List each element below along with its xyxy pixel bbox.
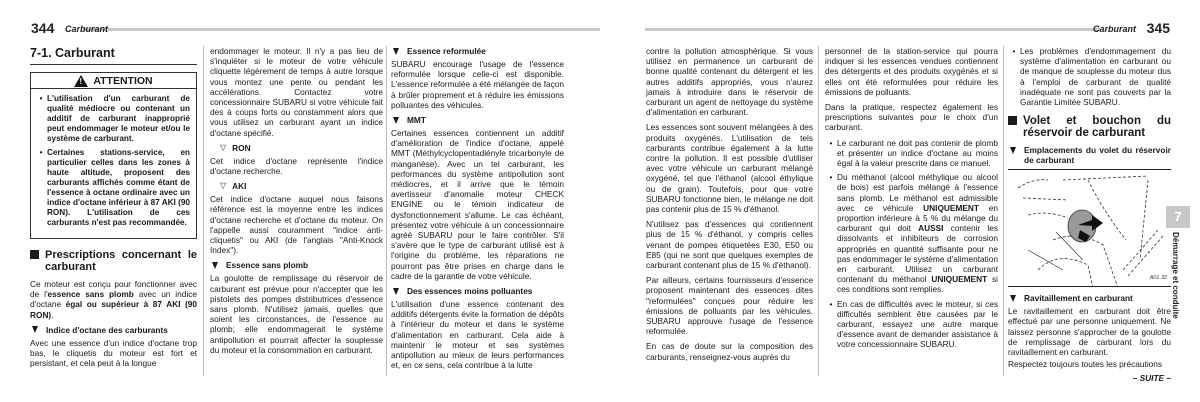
attention-item: • L'utilisation d'un carburant de qualité médiocre ou contenant un additif de carburant inapproprié peut endommager le moteur et/ou le système de carburant. (35, 94, 190, 144)
attention-box (30, 72, 197, 239)
bullet-icon: • (39, 148, 43, 157)
moins-polluantes-heading: Des essences moins polluantes (391, 286, 564, 296)
paragraph: personnel de la station-service qui pourra indiquer si les essences vendues contiennent des détergents et des produits oxygénés et si elles ont été reformulées pour réduire les émissions de polluants. (825, 46, 998, 97)
chapter-tab[interactable]: 7 (1166, 206, 1190, 228)
paragraph: Les essences sont souvent mélangées à des produits oxygénés. L'utilisation de tels carburants contribue également à la lutte contre la pollution. Il est possible d'utiliser avec votre véhicule un carburant mélangé oxygéné, tel que l'éthanol (alcool éthylique ou de grain). Toutefois, pour que votre SUBARU fonctionne bien, le mélange ne doit pas contenir plus de 15 % d'éthanol. (646, 122, 813, 215)
paragraph: Par ailleurs, certains fournisseurs d'essence proposent maintenant des essences dites "reformulées" conçues pour réduire les émissions de polluants par les véhicules. SUBARU approuve l'usage de l'essence reformulée. (646, 275, 813, 337)
bullet-icon: • (829, 137, 833, 148)
column-3 (391, 46, 564, 375)
open-triangle-icon: ▽ (220, 142, 227, 152)
page-number: 344 (31, 20, 55, 36)
triangle-down-icon (393, 117, 399, 124)
aki-heading: ▽ AKI (220, 181, 247, 192)
header-rule (83, 28, 600, 31)
bullet-icon: • (1012, 46, 1016, 56)
running-title: Carburant (1092, 24, 1136, 34)
continued-label: – SUITE – (1132, 373, 1171, 384)
octane-continued: endommager le moteur. Il n'y a pas lieu de s'inquiéter si le moteur de votre véhicule cliquette légèrement de temps à autre lorsque vous montez une pente ou pendant les accélérations. Contactez votre concessionnaire SUBARU si votre véhicule fait des à coups forts ou constamment alors que vous utilisez un carburant ayant un indice d'octane spécifié. (210, 46, 383, 138)
attention-item: • Certaines stations-service, en particulier celles dans les zones à haute altitude, proposent des carburants affichés comme étant de l'essence à octane ordinaire avec un indice d'octane inférieur à 87 AKI (90 RON). L'utilisation de ces carburants n'est pas recommandée. (35, 148, 190, 228)
column-1 (646, 46, 813, 367)
attention-label: ATTENTION (93, 74, 153, 87)
aki-text: Cet indice d'octane auquel nous faisons référence est la moyenne entre les indices d'octane recherche et d'octane du moteur. On l'appelle aussi couramment "indice anti-cliquetis" ou AKI (de l'anglais "Anti-Knock Index"). (210, 194, 383, 256)
bullet-icon: • (829, 172, 833, 183)
mmt-text: Certaines essences contiennent un additif d'amélioration de l'indice d'octane, appelé MMT (Méthylcyclopentadiényle tricarbonyle de manganèse). Avec un tel carburant, les performances du système antipollution sont médiocres, et il arrive que le témoin avertisseur d'anomalie moteur CHECK ENGINE ou le témoin indicateur de dysfonctionnement s'allume. Le cas échéant, présentez votre véhicule à un concessionnaire agréé SUBARU pour le faire contrôler. S'il s'avère que le type de carburant utilisé est à l'origine du problème, les réparations ne pourront pas être prises en charge dans le cadre de la garantie de votre véhicule. (391, 128, 564, 281)
triangle-down-icon (1010, 295, 1016, 302)
emplacements-heading: Emplacements du volet du réservoir de carburant (1008, 145, 1171, 165)
mmt-heading: MMT (391, 115, 564, 125)
triangle-down-icon (212, 262, 218, 269)
reformulee-heading: Essence reformulée (391, 46, 564, 56)
column-divider (386, 46, 387, 376)
octane-text: Avec une essence d'un indice d'octane trop bas, le cliquetis du moteur est fort et persistant, et cela peut à la longue (30, 337, 197, 369)
warning-triangle-icon (74, 75, 88, 87)
page-header (5, 20, 600, 36)
running-title: Carburant (65, 24, 109, 34)
ron-text: Cet indice d'octane représente l'indice d'octane recherche. (210, 155, 383, 177)
right-page (600, 0, 1200, 402)
paragraph: contre la pollution atmosphérique. Si vous utilisez en permanence un carburant de bonne qualité contenant du détergent et les autres additifs appropriés, vous n'aurez jamais à introduire dans le réservoir de carburant un agent de nettoyage du système d'alimentation en carburant. (646, 46, 813, 118)
triangle-down-icon (393, 48, 399, 55)
prescriptions-text: Ce moteur est conçu pour fonctionner avec de l'essence sans plomb avec un indice d'octane égal ou supérieur à 87 AKI (90 RON). (30, 279, 197, 320)
column-2 (210, 46, 383, 360)
list-item: • Le carburant ne doit pas contenir de plomb et présenter un indice d'octane au moins égal à la valeur prescrite dans ce manuel. (825, 138, 998, 169)
ravitaillement-text: Le ravitaillement en carburant doit être effectué par une personne uniquement. Ne laissez personne s'approcher de la goulotte de remplissage de carburant lors du ravitaillement en carburant. (1008, 306, 1171, 358)
list-item: • Les problèmes d'endommagement du système d'alimentation en carburant ou de manque de souplesse du moteur dus à l'emploi de carburant de qualité inadéquate ne sont pas couverts par la Garantie Limitée SUBARU. (1008, 46, 1171, 107)
figure-code: A01.32 (1149, 275, 1167, 282)
ravitaillement-text-2: Respectez toujours toutes les précautions (1008, 359, 1163, 370)
column-divider (1003, 46, 1004, 376)
reformulee-text: SUBARU encourage l'usage de l'essence reformulée lorsque celle-ci est disponible. L'essence reformulée a été mélangée de façon à brûler proprement et à réduire les émissions polluantes des véhicules. (391, 59, 564, 110)
ron-heading: ▽ RON (220, 142, 251, 153)
moins-polluantes-text: L'utilisation d'une essence contenant des additifs détergents évite la formation de dépôts à l'intérieur du moteur et dans le système d'alimentation en carburant. Cela aide à maintenir le moteur et ses systèmes antipollution au mieux de leurs performances et, en ce sens, cela contribue à la lutte (391, 299, 564, 371)
square-bullet-icon (1008, 116, 1017, 125)
column-3 (1008, 46, 1171, 384)
column-2 (825, 46, 998, 354)
paragraph: En cas de doute sur la composition des carburants, renseignez-vous auprès du (646, 341, 813, 362)
column-1 (30, 46, 197, 373)
attention-header (31, 73, 196, 89)
ravitaillement-heading: Ravitaillement en carburant (1008, 293, 1171, 303)
octane-heading: Indice d'octane des carburants (30, 325, 197, 335)
column-divider (818, 46, 819, 376)
attention-body (31, 89, 196, 238)
page-header (645, 20, 1170, 36)
prescriptions-heading: Prescriptions concernant le carburant (30, 249, 197, 273)
sans-plomb-text: La goulotte de remplissage du réservoir de carburant est prévue pour n'accepter que les pistolets des pompes distributrices d'essence sans plomb. N'utilisez jamais, quelles que soient les circonstances, de l'essence au plomb; elle endommagerait le système antipollution et pourrait affecter la souplesse du moteur et la consommation en carburant. (210, 273, 383, 355)
bullet-icon: • (829, 298, 833, 309)
triangle-down-icon (1010, 147, 1016, 154)
fuel-door-illustration (1008, 169, 1171, 287)
list-item: • Du méthanol (alcool méthylique ou alcool de bois) est parfois mélangé à l'essence sans plomb. Le méthanol est admissible avec ce véhicule UNIQUEMENT en proportion inférieure à 5 % du mélange du carburant qui doit AUSSI contenir les dissolvants et inhibiteurs de corrosion appropriés en quantité suffisante pour ne pas endommager le système d'alimentation en carburant. Utilisez un carburant contenant du méthanol UNIQUEMENT si ces conditions sont remplies. (825, 172, 998, 294)
sans-plomb-heading: Essence sans plomb (210, 260, 383, 270)
header-rule (645, 28, 1100, 31)
section-title: 7-1. Carburant (30, 46, 197, 65)
bullet-icon: • (39, 94, 43, 103)
car-fuel-door-drawing-icon (1008, 170, 1171, 287)
page-number: 345 (1146, 20, 1170, 36)
triangle-down-icon (393, 288, 399, 295)
triangle-down-icon (32, 326, 38, 333)
paragraph: Dans la pratique, respectez également les prescriptions suivantes pour le choix d'un carburant. (825, 102, 998, 133)
column-divider (203, 46, 204, 376)
open-triangle-icon: ▽ (220, 181, 227, 191)
volet-heading: Volet et bouchon du réservoir de carburant (1008, 115, 1171, 139)
list-item: • En cas de difficultés avec le moteur, si ces difficultés semblent être causées par le carburant, essayez une autre marque d'essence avant de demander assistance à votre concessionnaire SUBARU. (825, 299, 998, 350)
paragraph: N'utilisez pas d'essences qui contiennent plus de 15 % d'éthanol, y compris celles venant de pompes étiquetées E30, E50 ou E85 (qui ne sont que quelques exemples de carburant contenant plus de 15 % d'éthanol). (646, 219, 813, 271)
chapter-tab-label: Démarrage et conduite (1171, 232, 1180, 319)
square-bullet-icon (30, 250, 39, 259)
